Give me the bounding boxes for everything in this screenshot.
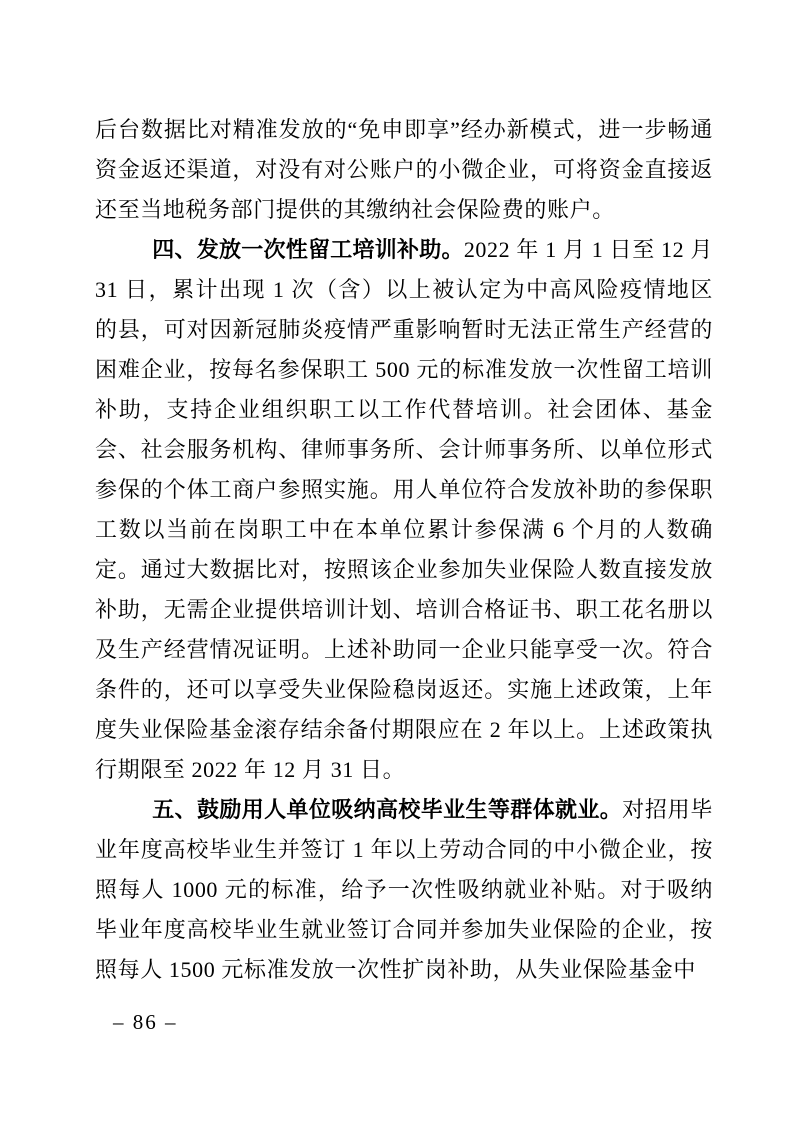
paragraph-section-4 [95,230,713,790]
paragraph-text: 对招用毕业年度高校毕业生并签订 1 年以上劳动合同的中小微企业，按照每人 1000 元的标准，给予一次性吸纳就业补贴。对于吸纳毕业年度高校毕业生就业签订合同并参加失业保险的企业，按照每人 1500 元标准发放一次性扩岗补助，从失业保险基金中 [95,797,714,982]
paragraph-text: 2022 年 1 月 1 日至 12 月 31 日，累计出现 1 次（含）以上被认定为中高风险疫情地区的县，可对因新冠肺炎疫情严重影响暂时无法正常生产经营的困难企业，按每名参保职工 500 元的标准发放一次性留工培训补助，支持企业组织职工以工作代替培训。社会团体、基金会、社会服务机构、律师事务所、会计师事务所、以单位形式参保的个体工商户参照实施。用人单位符合发放补助的参保职工数以当前在岗职工中在本单位累计参保满 6 个月的人数确定。通过大数据比对，按照该企业参加失业保险人数直接发放补助，无需企业提供培训计划、培训合格证书、职工花名册以及生产经营情况证明。上述补助同一企业只能享受一次。符合条件的，还可以享受失业保险稳岗返还。实施上述政策，上年度失业保险基金滚存结余备付期限应在 2 年以上。上述政策执行期限至 2022 年 12 月 31 日。 [95,237,713,782]
section-5-heading: 五、鼓励用人单位吸纳高校毕业生等群体就业。 [152,797,623,822]
paragraph-section-5 [95,790,713,990]
document-text-block [95,110,713,990]
section-4-heading: 四、发放一次性留工培训补助。 [152,237,464,262]
page-number: – 86 – [113,1010,178,1034]
paragraph-text: 后台数据比对精准发放的“免申即享”经办新模式，进一步畅通资金返还渠道，对没有对公账户的小微企业，可将资金直接返还至当地税务部门提供的其缴纳社会保险费的账户。 [95,117,713,222]
paragraph-continuation [95,110,713,230]
